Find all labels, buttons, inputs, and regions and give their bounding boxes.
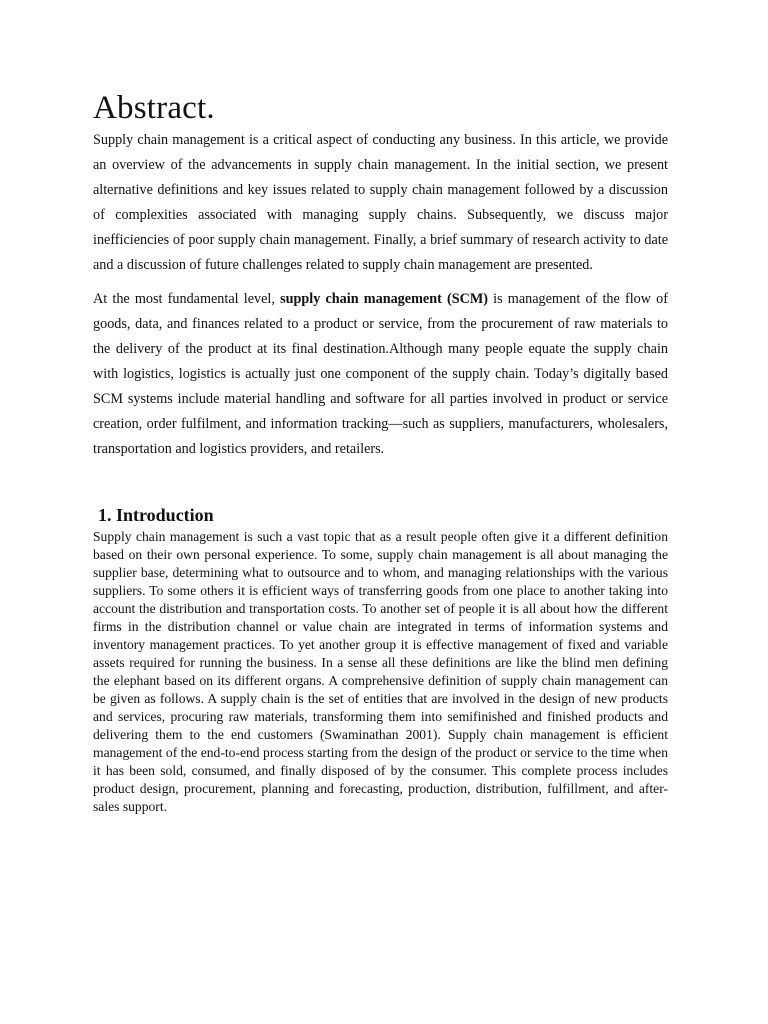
abstract-paragraph-2 bbox=[93, 287, 668, 462]
scm-term-bold: supply chain management (SCM) bbox=[280, 291, 488, 307]
abstract-paragraph-2-prefix: At the most fundamental level, bbox=[93, 291, 281, 307]
abstract-title: Abstract. bbox=[93, 90, 215, 126]
document-page bbox=[93, 88, 668, 816]
introduction-heading: 1. Introduction bbox=[98, 505, 214, 525]
abstract-paragraph-1: Supply chain management is a critical aspect of conducting any business. In this article, we provide an overview of the advancements in supply chain management. In the initial section, we present alternative definitions and key issues related to supply chain management followed by a discussion of complexities associated with managing supply chains. Subsequently, we discuss major inefficiencies of poor supply chain management. Finally, a brief summary of research activity to date and a discussion of future challenges related to supply chain management are presented. bbox=[93, 132, 668, 273]
abstract-paragraph-2-suffix: is management of the flow of goods, data, and finances related to a product or service, from the procurement of raw materials to the delivery of the product at its final destination.Although many people equate the supply chain with logistics, logistics is actually just one component of the supply chain. Today’s digitally based SCM systems include material handling and software for all parties involved in product or service creation, order fulfilment, and information tracking—such as suppliers, manufacturers, wholesalers, transportation and logistics providers, and retailers. bbox=[93, 291, 669, 457]
introduction-paragraph: Supply chain management is such a vast topic that as a result people often give it a different definition based on their own personal experience. To some, supply chain management is all about managing the supplier base, determining what to outsource and to whom, and managing relationships with the various suppliers. To some others it is efficient ways of transferring goods from one place to another taking into account the distribution and transportation costs. To another set of people it is all about how the different firms in the distribution channel or value chain are integrated in terms of information systems and inventory management practices. To yet another group it is effective management of fixed and variable assets required for running the business. In a sense all these definitions are like the blind men defining the elephant based on its different organs. A comprehensive definition of supply chain management can be given as follows. A supply chain is the set of entities that are involved in the design of new products and services, procuring raw materials, transforming them into semifinished and finished products and delivering them to the end customers (Swaminathan 2001). Supply chain management is efficient management of the end-to-end process starting from the design of the product or service to the time when it has been sold, consumed, and finally disposed of by the consumer. This complete process includes product design, procurement, planning and forecasting, production, distribution, fulfillment, and after-sales support. bbox=[93, 529, 668, 814]
